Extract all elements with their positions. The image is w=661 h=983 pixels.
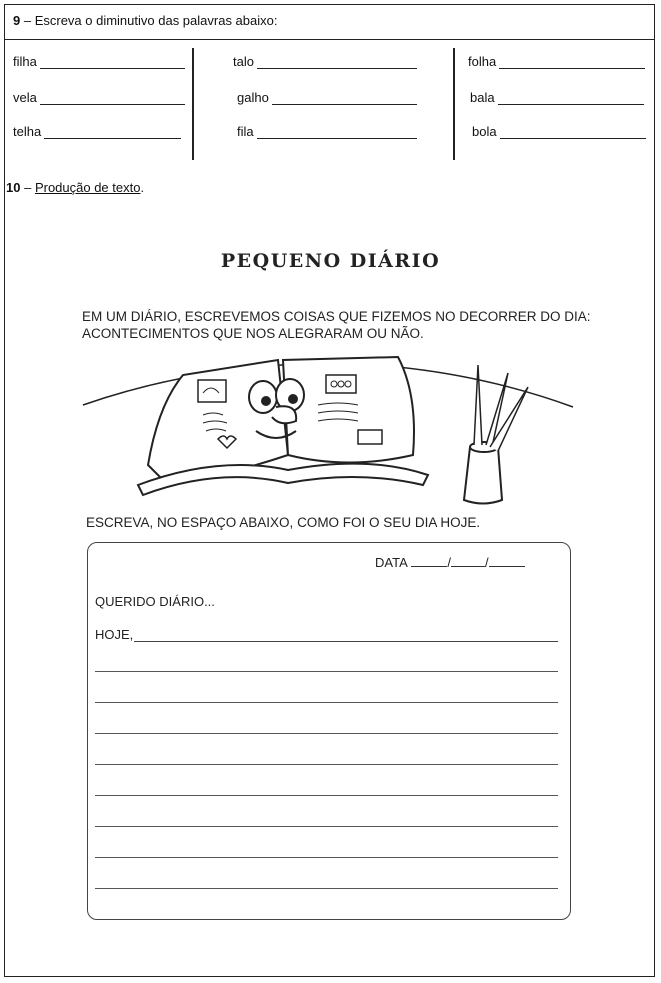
- question-10-dash: –: [20, 180, 35, 195]
- writing-line[interactable]: [95, 702, 558, 703]
- answer-line[interactable]: [499, 56, 645, 69]
- word-label: filha: [13, 54, 37, 69]
- date-month-blank[interactable]: [451, 555, 485, 567]
- date-field[interactable]: [375, 555, 525, 570]
- date-day-blank[interactable]: [411, 555, 447, 567]
- question-10-number: 10: [6, 180, 21, 195]
- answer-line[interactable]: [257, 56, 417, 69]
- word-label: telha: [13, 124, 42, 139]
- question-9-number: 9: [13, 13, 21, 28]
- header-divider: [5, 39, 655, 40]
- writing-line[interactable]: [95, 795, 558, 796]
- question-9-title: [13, 13, 277, 28]
- question-10-text: Produção de texto: [34, 180, 141, 195]
- answer-line[interactable]: [40, 92, 185, 105]
- question-10-title: [6, 180, 144, 195]
- word-item-vela[interactable]: [13, 90, 185, 105]
- answer-line[interactable]: [272, 92, 417, 105]
- writing-line[interactable]: [95, 826, 558, 827]
- answer-line[interactable]: [40, 56, 185, 69]
- answer-line[interactable]: [500, 126, 646, 139]
- word-item-folha[interactable]: [468, 54, 645, 69]
- diary-book-illustration: [78, 335, 578, 515]
- intro-line-2: ACONTECIMENTOS QUE NOS ALEGRARAM OU NÃO.: [82, 326, 424, 341]
- writing-line[interactable]: [95, 764, 558, 765]
- word-item-fila[interactable]: [237, 124, 417, 139]
- writing-line[interactable]: [95, 671, 558, 672]
- writing-line[interactable]: [95, 888, 558, 889]
- date-separator-1: /: [447, 555, 451, 570]
- diary-greeting: QUERIDO DIÁRIO...: [95, 594, 215, 609]
- writing-line[interactable]: [95, 857, 558, 858]
- word-label: folha: [468, 54, 497, 69]
- answer-line[interactable]: [498, 92, 644, 105]
- word-item-telha[interactable]: [13, 124, 181, 139]
- word-label: galho: [237, 90, 269, 105]
- date-year-blank[interactable]: [489, 555, 525, 567]
- writing-instruction: ESCREVA, NO ESPAÇO ABAIXO, COMO FOI O SEU DIA HOJE.: [86, 515, 481, 530]
- intro-line-1: EM UM DIÁRIO, ESCREVEMOS COISAS QUE FIZEMOS NO DECORRER DO DIA:: [82, 309, 591, 324]
- diary-start-word: HOJE,: [95, 627, 134, 642]
- answer-line[interactable]: [44, 126, 181, 139]
- question-10-period: .: [140, 180, 145, 195]
- word-item-talo[interactable]: [233, 54, 417, 69]
- word-label: bala: [470, 90, 495, 105]
- writing-line[interactable]: [95, 733, 558, 734]
- word-label: fila: [237, 124, 254, 139]
- answer-line[interactable]: [257, 126, 417, 139]
- word-label: talo: [233, 54, 254, 69]
- date-label: DATA: [375, 555, 408, 570]
- word-item-bala[interactable]: [470, 90, 644, 105]
- column-divider-1: [192, 48, 194, 160]
- diminutive-word-grid: [0, 44, 661, 164]
- writing-line-first[interactable]: [134, 641, 558, 642]
- word-item-filha[interactable]: [13, 54, 185, 69]
- date-separator-2: /: [485, 555, 489, 570]
- word-label: vela: [13, 90, 37, 105]
- diary-title: PEQUENO DIÁRIO: [220, 250, 441, 272]
- word-item-galho[interactable]: [237, 90, 417, 105]
- question-9-text: – Escreva o diminutivo das palavras abaixo:: [20, 13, 278, 28]
- word-label: bola: [472, 124, 497, 139]
- column-divider-2: [453, 48, 455, 160]
- word-item-bola[interactable]: [472, 124, 646, 139]
